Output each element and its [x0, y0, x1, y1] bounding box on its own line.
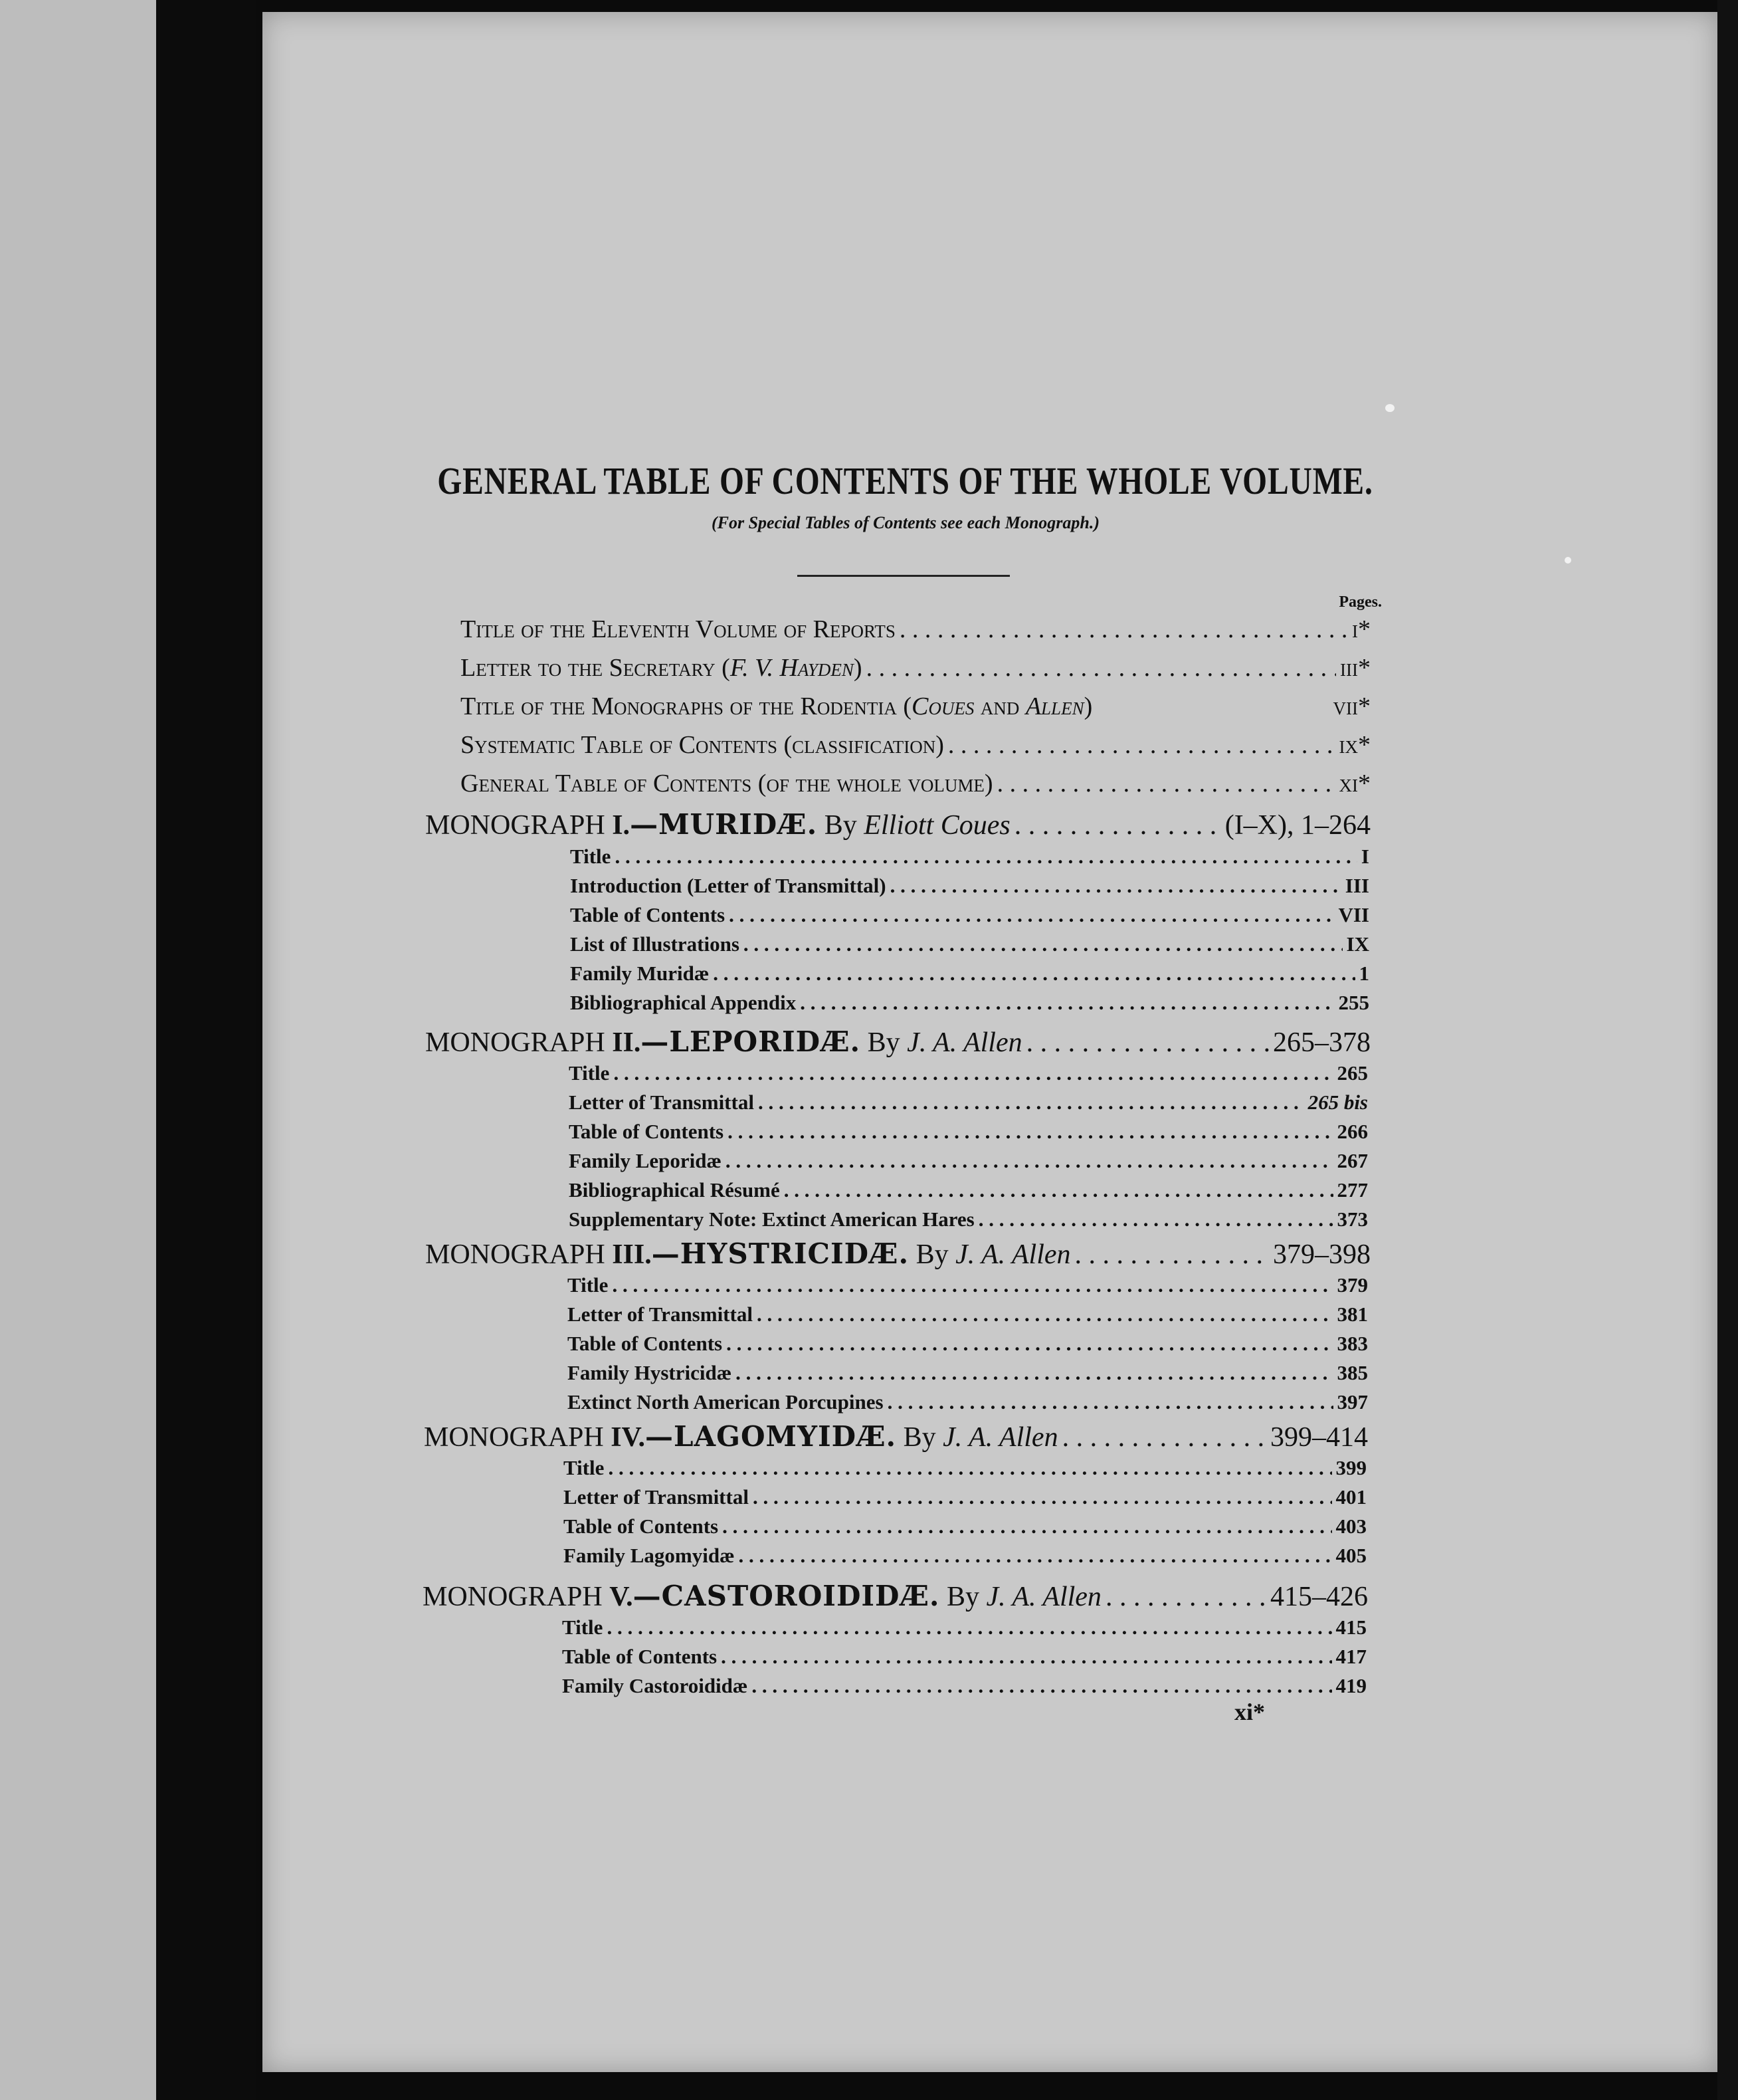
entry-label: Letter of Transmittal: [567, 1303, 753, 1326]
leader-dots: [866, 653, 1336, 682]
leader-dots: [608, 1456, 1331, 1480]
toc-entry: [569, 1208, 1368, 1239]
entry-page: 417: [1335, 1645, 1367, 1668]
toc-entry: [562, 1645, 1367, 1677]
entry-page: VII: [1338, 903, 1369, 926]
entry-page: 266: [1337, 1120, 1368, 1143]
entry-label: Table of Contents: [563, 1515, 719, 1538]
toc-entry: [567, 1390, 1368, 1422]
entry-label: Extinct North American Porcupines: [567, 1390, 884, 1414]
leader-dots: [800, 991, 1334, 1015]
entry-label: Family Hystricidæ: [567, 1361, 732, 1384]
front-matter-row: [460, 730, 1371, 762]
monograph-heading: [423, 1580, 1368, 1612]
monograph-pages: 399–414: [1270, 1422, 1368, 1453]
entry-page: 277: [1337, 1178, 1368, 1202]
entry-label: Bibliographical Résumé: [569, 1178, 780, 1202]
entry-label: Table of Contents: [562, 1645, 718, 1668]
toc-entry: [562, 1616, 1367, 1647]
toc-entry: [570, 991, 1369, 1023]
monograph-pages: 415–426: [1270, 1582, 1368, 1612]
monograph-title: MONOGRAPH IV.—LAGOMYIDÆ. By J. A. Allen: [424, 1420, 1058, 1453]
leader-dots: [758, 1091, 1304, 1114]
toc-entry: [563, 1515, 1367, 1546]
leader-dots: [615, 845, 1357, 869]
entry-page: iii*: [1340, 654, 1371, 682]
entry-page: xi*: [1339, 770, 1371, 797]
leader-dots: [784, 1178, 1333, 1202]
front-matter-row: [460, 692, 1371, 724]
entry-label: Introduction (Letter of Transmittal): [570, 874, 886, 897]
leader-dots: [612, 1273, 1333, 1297]
monograph-title: MONOGRAPH III.—HYSTRICIDÆ. By J. A. Allen: [425, 1237, 1071, 1270]
monograph-title: MONOGRAPH V.—CASTOROIDIDÆ. By J. A. Allen: [423, 1580, 1102, 1612]
leader-dots: [735, 1361, 1333, 1385]
toc-entry: [563, 1485, 1367, 1517]
monograph-pages: (I–X), 1–264: [1224, 810, 1371, 841]
entry-label: Table of Contents: [567, 1332, 723, 1355]
toc-entry: [569, 1091, 1368, 1122]
entry-page: 383: [1337, 1332, 1368, 1355]
leader-dots: [1062, 1421, 1266, 1453]
entry-label: Title of the Eleventh Volume of Reports: [460, 615, 896, 643]
monograph-title: MONOGRAPH II.—LEPORIDÆ. By J. A. Allen: [425, 1025, 1022, 1058]
leader-dots: [722, 1515, 1331, 1538]
speck: [1385, 404, 1395, 412]
title-rule: [797, 575, 1010, 577]
leader-dots: [979, 1208, 1333, 1231]
leader-dots: [757, 1303, 1333, 1326]
toc-entry: [570, 962, 1369, 994]
monograph-pages: 379–398: [1273, 1239, 1371, 1270]
entry-label: Letter of Transmittal: [569, 1091, 754, 1114]
entry-label: Family Leporidæ: [569, 1149, 722, 1172]
entry-page: 265 bis: [1307, 1091, 1368, 1114]
entry-page: ix*: [1339, 731, 1371, 759]
leader-dots: [725, 1149, 1333, 1173]
entry-label: Title: [563, 1456, 605, 1479]
entry-label: Bibliographical Appendix: [570, 991, 797, 1014]
entry-page: 265: [1337, 1061, 1368, 1085]
entry-page: 267: [1337, 1149, 1368, 1172]
entry-page: 399: [1335, 1456, 1367, 1479]
page-title: GENERAL TABLE OF CONTENTS OF THE WHOLE VOLUME.: [437, 459, 1373, 502]
leader-dots: [613, 1061, 1333, 1085]
front-matter-row: [460, 769, 1371, 801]
entry-page: III: [1345, 874, 1369, 897]
leader-dots: [1075, 1239, 1269, 1271]
entry-page: 405: [1335, 1544, 1367, 1567]
entry-page: 379: [1337, 1273, 1368, 1297]
entry-label: Systematic Table of Contents (classification): [460, 731, 944, 759]
leader-dots: [890, 874, 1341, 898]
toc-entry: [570, 903, 1369, 935]
entry-page: 415: [1335, 1616, 1367, 1639]
leader-dots: [1026, 1027, 1269, 1059]
toc-entry: [569, 1149, 1368, 1181]
entry-page: vii*: [1333, 692, 1371, 720]
entry-page: i*: [1352, 615, 1371, 643]
toc-entry: [567, 1303, 1368, 1334]
leader-dots: [721, 1645, 1331, 1669]
entry-page: 419: [1335, 1674, 1367, 1697]
monograph-title: MONOGRAPH I.—MURIDÆ. By Elliott Coues: [425, 808, 1011, 841]
entry-page: I: [1361, 845, 1369, 868]
entry-label: Letter to the Secretary (F. V. Hayden): [460, 654, 862, 682]
entry-label: Family Lagomyidæ: [563, 1544, 735, 1567]
monograph-pages: 265–378: [1273, 1027, 1371, 1058]
speck: [1565, 557, 1571, 564]
entry-label: Title of the Monographs of the Rodentia (Coues and Allen): [460, 692, 1093, 720]
toc-entry: [567, 1361, 1368, 1393]
pages-column-heading: Pages.: [1339, 593, 1382, 611]
right-page-edge: [1717, 0, 1738, 2100]
page-number: xi*: [1234, 1699, 1266, 1725]
leader-dots: [997, 769, 1335, 798]
leader-dots: [738, 1544, 1331, 1568]
entry-label: Family Muridæ: [570, 962, 710, 985]
leader-dots: [900, 615, 1348, 644]
entry-label: Title: [562, 1616, 603, 1639]
book-gutter: [156, 0, 256, 2100]
toc-entry: [567, 1273, 1368, 1305]
entry-page: 401: [1335, 1485, 1367, 1509]
toc-entry: [570, 874, 1369, 906]
toc-entry: [567, 1332, 1368, 1364]
entry-label: General Table of Contents (of the whole volume): [460, 770, 993, 797]
toc-entry: [569, 1120, 1368, 1152]
entry-label: Supplementary Note: Extinct American Hares: [569, 1208, 975, 1231]
leader-dots: [727, 1120, 1333, 1144]
entry-label: Table of Contents: [569, 1120, 724, 1143]
leader-dots: [743, 932, 1343, 956]
entry-label: Title: [567, 1273, 609, 1297]
entry-page: 385: [1337, 1361, 1368, 1384]
toc-entry: [569, 1061, 1368, 1093]
entry-page: 1: [1359, 962, 1369, 985]
entry-label: Title: [570, 845, 611, 868]
leader-dots: [726, 1332, 1333, 1356]
leader-dots: [753, 1485, 1332, 1509]
page-subtitle: (For Special Tables of Contents see each Monograph.): [711, 513, 1100, 532]
leader-dots: [1014, 809, 1221, 841]
leader-dots: [751, 1674, 1331, 1698]
monograph-heading: [424, 1420, 1368, 1452]
monograph-heading: [425, 1025, 1371, 1057]
leader-dots: [713, 962, 1355, 986]
monograph-heading: [425, 1237, 1371, 1269]
monograph-heading: [425, 808, 1371, 840]
entry-page: 397: [1337, 1390, 1368, 1414]
front-matter-row: [460, 615, 1371, 647]
entry-page: 403: [1335, 1515, 1367, 1538]
entry-page: 373: [1337, 1208, 1368, 1231]
front-matter-row: [460, 653, 1371, 685]
entry-page: 255: [1338, 991, 1369, 1014]
toc-entry: [563, 1456, 1367, 1488]
leader-dots: [888, 1390, 1333, 1414]
toc-entry: [570, 845, 1369, 877]
entry-page: IX: [1346, 932, 1369, 956]
toc-entry: [570, 932, 1369, 964]
leader-dots: [607, 1616, 1331, 1639]
entry-label: Letter of Transmittal: [563, 1485, 749, 1509]
toc-entry: [563, 1544, 1367, 1576]
entry-label: Table of Contents: [570, 903, 725, 926]
leader-dots: [948, 730, 1335, 760]
entry-label: Family Castoroididæ: [562, 1674, 748, 1697]
entry-page: 381: [1337, 1303, 1368, 1326]
leader-dots: [729, 903, 1334, 927]
leader-dots: [1106, 1581, 1266, 1613]
entry-label: Title: [569, 1061, 610, 1085]
entry-label: List of Illustrations: [570, 932, 739, 956]
left-page-edge: [0, 0, 156, 2100]
toc-entry: [569, 1178, 1368, 1210]
